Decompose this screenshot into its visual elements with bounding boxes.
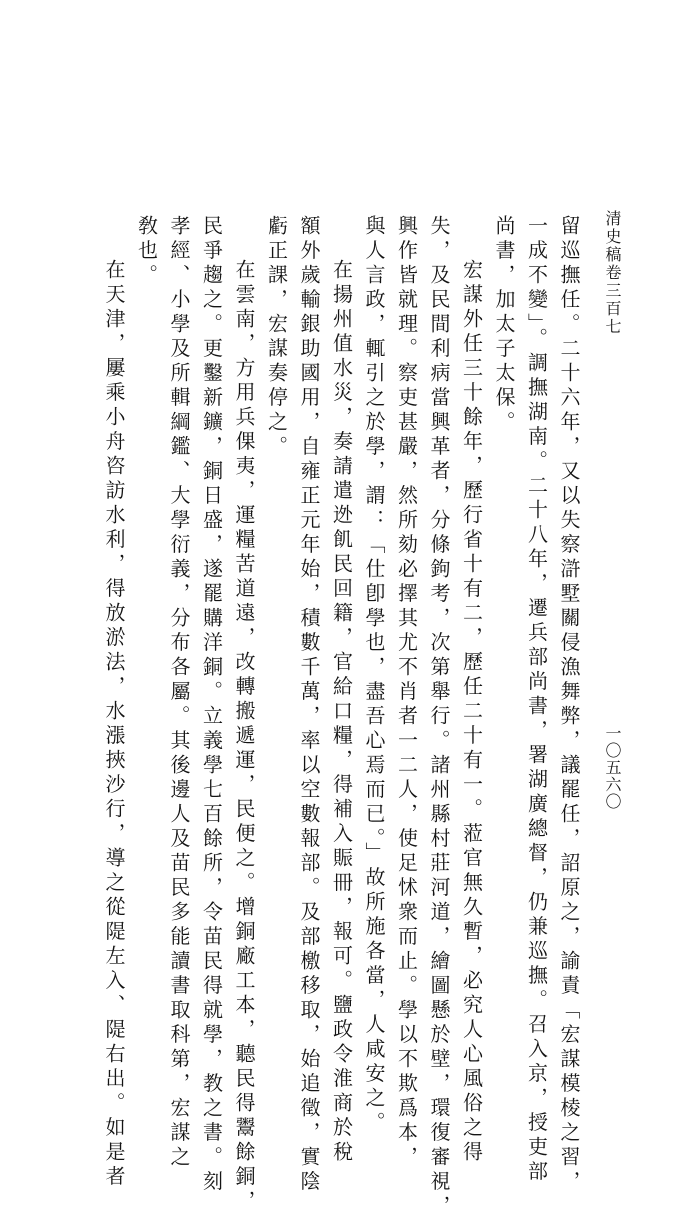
- running-head: 清史稿卷三百七: [603, 210, 622, 336]
- text-column: 在揚州值水災，奏請遣迯飢民回籍，官給口糧，得補入賑冊，報可。鹽政令淮商於稅: [329, 259, 354, 1166]
- text-column: 與人言政，輒引之於學，謂：「仕卽學也，盡吾心焉而已。」故所施各當，人咸安之。: [362, 215, 386, 1136]
- text-column: 尚書，加太子太保。: [492, 215, 516, 436]
- text-column: 興作皆就理。察吏甚嚴，然所劾必擇其尤不肖者一二人，使足怵衆而止。學以不欺爲本，: [394, 215, 419, 1171]
- text-column: 敎也。: [134, 215, 159, 289]
- text-column: 宏謀外任三十餘年，歷行省十有二，歷任二十有一。蒞官無久暫，必究人心風俗之得: [459, 259, 484, 1166]
- text-column: 失，及民間利病當興革者，分條鉤考，次第舉行。諸州縣村莊河道，繪圖懸於壁，環復審視，: [427, 215, 451, 1220]
- text-column: 額外歲輸銀助國用，自雍正元年始，積數千萬，率以空數報部。及部檄移取，始追徵，實陰: [297, 215, 321, 1195]
- text-column: 在雲南，方用兵倮夷，運糧苦道遠，改轉搬遞運，民便之。增銅廠工本，聽民得鬻餘銅，: [232, 259, 256, 1215]
- text-column: 虧正課，宏謀奏停之。: [264, 215, 289, 460]
- body-text: [98, 215, 586, 1220]
- text-column: 孝經、小學及所輯綱鑑、大學衍義，分布各屬。其後邊人及苗民多能讀書取科第，宏謀之: [167, 215, 191, 1171]
- text-column: 民爭趨之。更鑿新鑛，銅日盛，遂罷購洋銅。立義學七百餘所，令苗民得就學，教之書。刻: [199, 215, 224, 1195]
- text-column: 一成不變」。調撫湖南。二十八年，遷兵部尚書，署湖廣總督，仍兼巡撫。召入京，授吏部: [524, 215, 549, 1185]
- text-column: 在天津，屢乘小舟咨訪水利，得放淤法，水漲挾沙行，導之從隄左入、隄右出。如是者: [102, 259, 126, 1190]
- page-number: 一〇五六〇: [603, 725, 622, 810]
- text-column: 留巡撫任。二十六年，又以失察滸墅關侵漁舞弊，議罷任，詔原之，諭責「宏謀模棱之習，: [557, 215, 581, 1195]
